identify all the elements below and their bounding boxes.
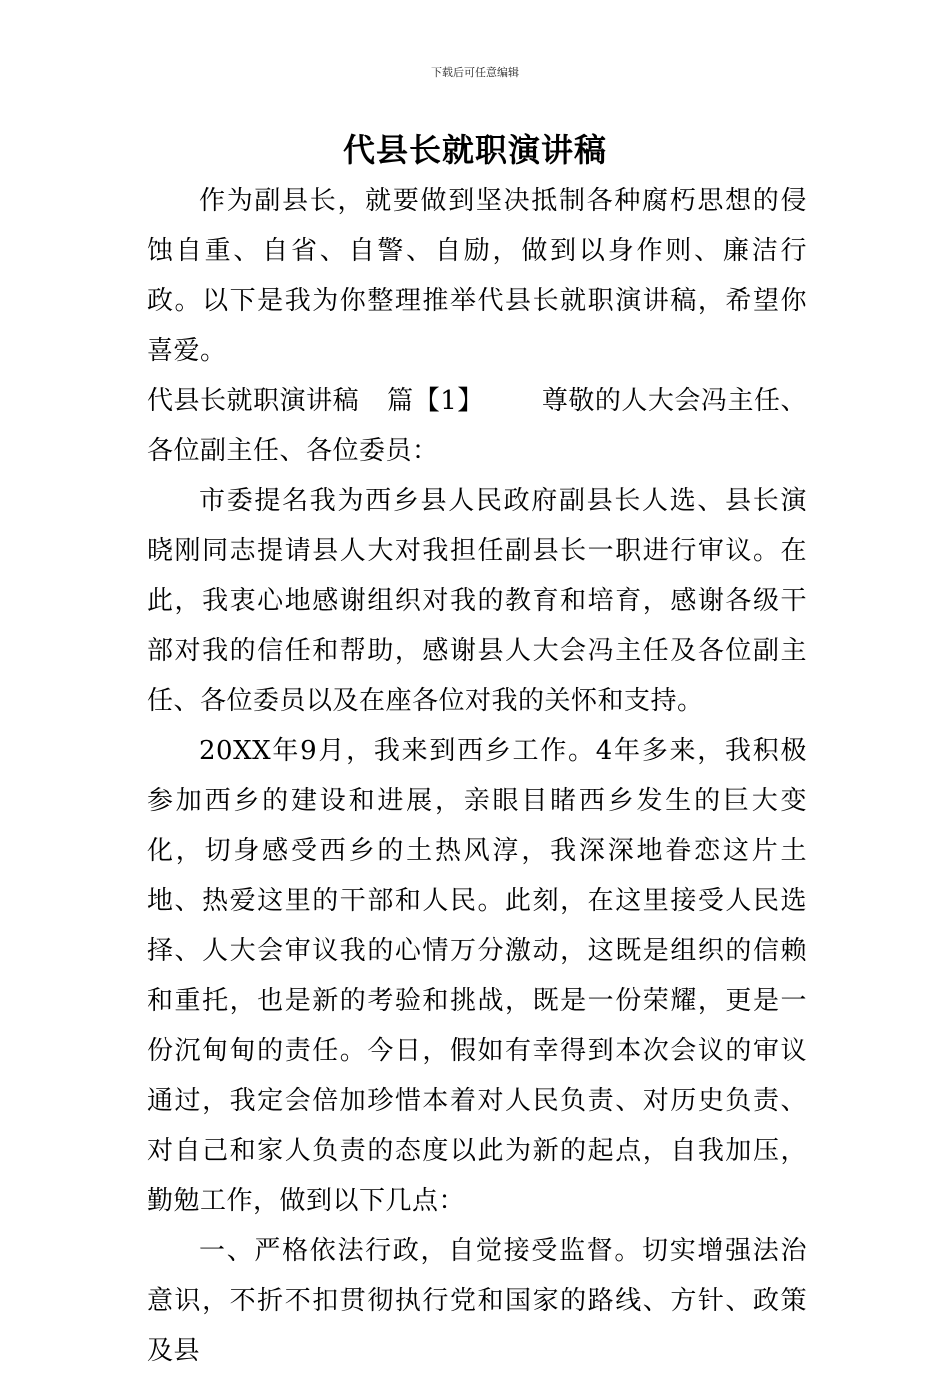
- salutation: 尊敬的人大会冯主任、各位副主任、各位委员：: [147, 386, 807, 466]
- section-heading-line: [147, 376, 807, 476]
- header-note: 下载后可任意编辑: [431, 66, 519, 79]
- body-paragraph: 市委提名我为西乡县人民政府副县长人选、县长演晓刚同志提请县人大对我担任副县长一职进行审议。在此，我衷心地感谢组织对我的教育和培育，感谢各级干部对我的信任和帮助，感谢县人大会冯主任及各位副主任、各位委员以及在座各位对我的关怀和支持。: [147, 486, 807, 716]
- section-heading-part: 篇【1】: [387, 386, 484, 416]
- body-paragraph: 一、严格依法行政，自觉接受监督。切实增强法治意识，不折不扣贯彻执行党和国家的路线、方针、政策及县: [147, 1236, 807, 1366]
- section-heading-name: 代县长就职演讲稿: [147, 386, 360, 416]
- body-paragraph: 20XX年9月，我来到西乡工作。4年多来，我积极参加西乡的建设和进展，亲眼目睹西乡发生的巨大变化，切身感受西乡的土热风淳，我深深地眷恋这片土地、热爱这里的干部和人民。此刻，在这里接受人民选择、人大会审议我的心情万分激动，这既是组织的信赖和重托，也是新的考验和挑战，既是一份荣耀，更是一份沉甸甸的责任。今日，假如有幸得到本次会议的审议通过，我定会倍加珍惜本着对人民负责、对历史负责、对自己和家人负责的态度以此为新的起点，自我加压，勤勉工作，做到以下几点：: [147, 736, 807, 1216]
- document-body: [147, 176, 807, 1376]
- intro-paragraph: 作为副县长，就要做到坚决抵制各种腐朽思想的侵蚀自重、自省、自警、自励，做到以身作则、廉洁行政。以下是我为你整理推举代县长就职演讲稿，希望你喜爱。: [147, 186, 807, 366]
- document-title: 代县长就职演讲稿: [342, 131, 607, 169]
